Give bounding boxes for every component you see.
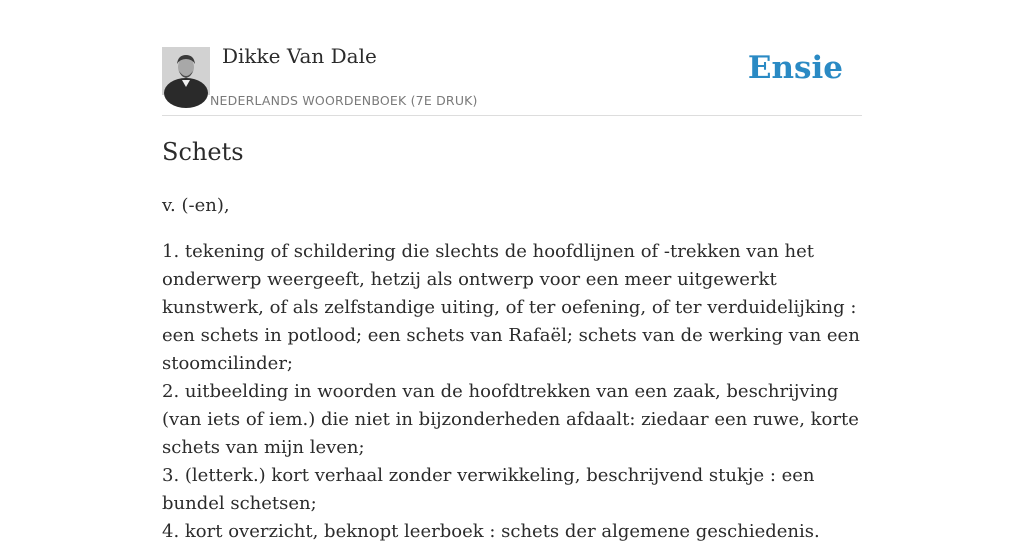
definition-item: 2. uitbeelding in woorden van de hoofdtrekken van een zaak, beschrijving (van iets of iem.) die niet in bijzonderheden afdaalt: ziedaar een ruwe, korte schets van mijn leven; (162, 381, 859, 458)
entry-title: Schets (162, 138, 244, 166)
source-label[interactable]: NEDERLANDS WOORDENBOEK (7E DRUK) (210, 93, 478, 108)
grammar-info: v. (-en), (162, 195, 230, 216)
definition-item: 3. (letterk.) kort verhaal zonder verwikkeling, beschrijvend stukje : een bundel schetsen; (162, 465, 815, 514)
definitions-list (162, 238, 862, 546)
author-avatar[interactable] (162, 47, 210, 95)
entry-content (162, 192, 862, 546)
portrait-image (162, 47, 210, 95)
header (162, 0, 862, 116)
author-name[interactable]: Dikke Van Dale (222, 44, 377, 68)
definition-item: 4. kort overzicht, beknopt leerboek : schets der algemene geschiedenis. (162, 521, 820, 542)
definition-item: 1. tekening of schildering die slechts de hoofdlijnen of -trekken van het onderwerp weergeeft, hetzij als ontwerp voor een meer uitgewerkt kunstwerk, of als zelfstandige uiting, of ter oefening, of ter verduidelijking : een schets in potlood; een schets van Rafaël; schets van de werking van een stoomcilinder; (162, 241, 860, 374)
ensie-logo[interactable]: Ensie (747, 50, 843, 86)
